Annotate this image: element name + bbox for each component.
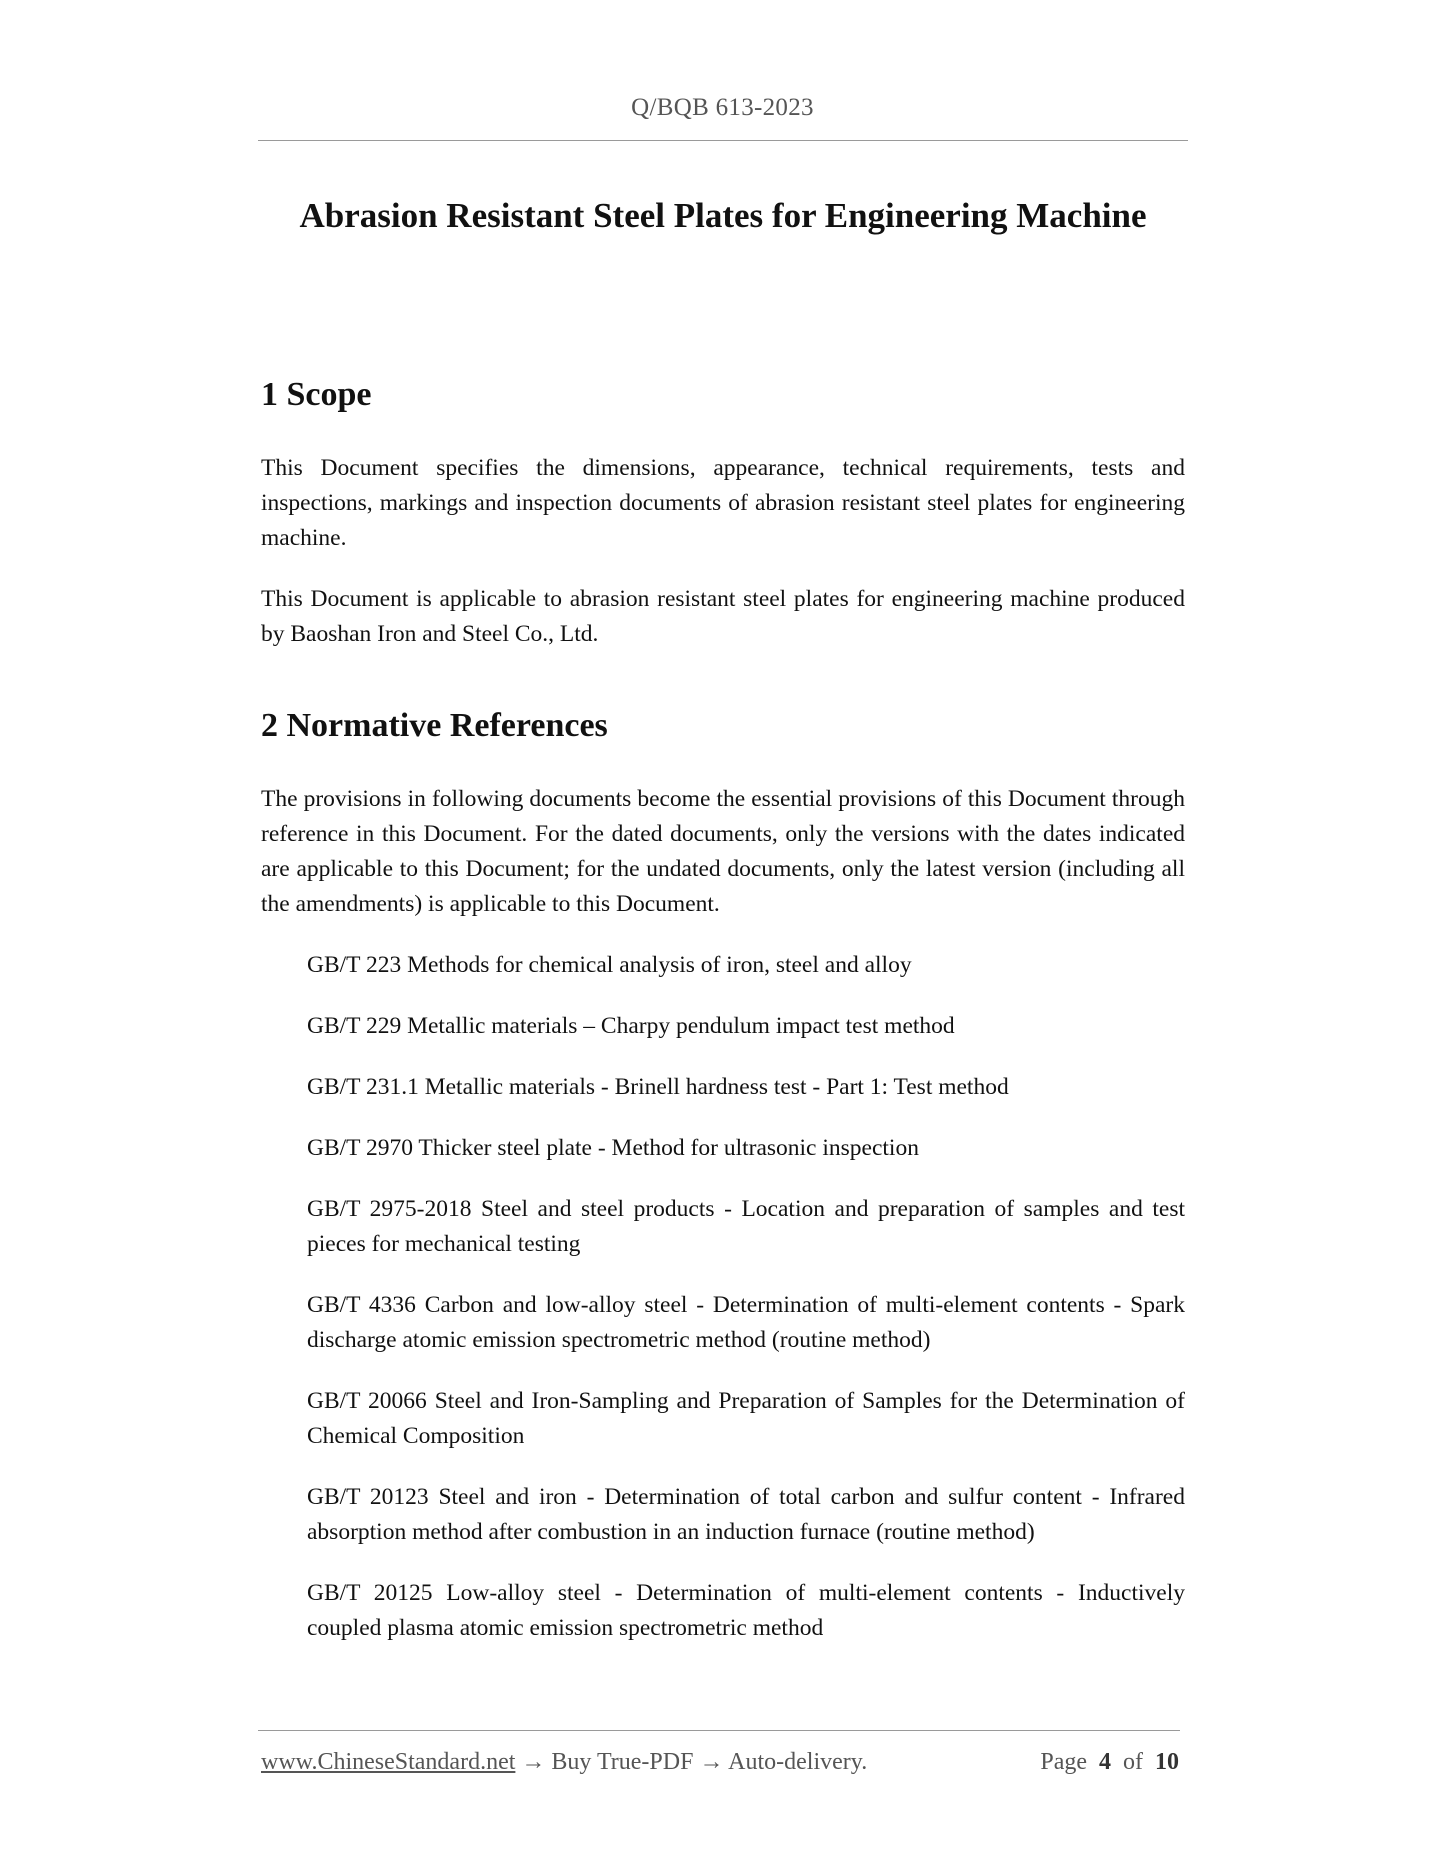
document-title: Abrasion Resistant Steel Plates for Engineering Machine bbox=[299, 196, 1147, 235]
current-page: 4 bbox=[1099, 1749, 1111, 1775]
references-intro-paragraph: The provisions in following documents become the essential provisions of this Document through reference in this Document. For the dated documents, only the versions with the dates indicated are applicable to this Document; for the undated documents, only the latest version (including all the amendments) is applicable to this Document. bbox=[261, 786, 1185, 917]
header-divider bbox=[258, 140, 1188, 141]
reference-item: GB/T 223 Methods for chemical analysis of iron, steel and alloy bbox=[307, 952, 912, 978]
total-pages: 10 bbox=[1155, 1749, 1179, 1775]
reference-item: GB/T 2975-2018 Steel and steel products - Location and preparation of samples and test pieces for mechanical testing bbox=[307, 1196, 1185, 1257]
buy-true-pdf-text: Buy True-PDF bbox=[551, 1749, 694, 1775]
page-label: Page bbox=[1040, 1749, 1087, 1775]
arrow-right-icon: → bbox=[699, 1749, 724, 1775]
reference-item: GB/T 20123 Steel and iron - Determination of total carbon and sulfur content - Infrared absorption method after combustion in an induction furnace (routine method) bbox=[307, 1484, 1185, 1545]
auto-delivery-text: Auto-delivery. bbox=[728, 1749, 868, 1775]
footer-promo bbox=[261, 1749, 867, 1776]
footer-divider bbox=[258, 1730, 1180, 1731]
page-number bbox=[1040, 1749, 1179, 1776]
page-of-label: of bbox=[1123, 1749, 1143, 1775]
reference-list bbox=[261, 948, 1185, 1646]
section-heading-scope: 1 Scope bbox=[261, 376, 372, 413]
document-code-header: Q/BQB 613-2023 bbox=[631, 94, 814, 121]
reference-item: GB/T 2970 Thicker steel plate - Method for ultrasonic inspection bbox=[307, 1135, 919, 1161]
website-link[interactable]: www.ChineseStandard.net bbox=[261, 1749, 516, 1775]
reference-item: GB/T 20066 Steel and Iron-Sampling and Preparation of Samples for the Determination of Chemical Composition bbox=[307, 1388, 1185, 1449]
scope-paragraph: This Document specifies the dimensions, appearance, technical requirements, tests and inspections, markings and inspection documents of abrasion resistant steel plates for engineering machine. bbox=[261, 455, 1185, 551]
reference-item: GB/T 4336 Carbon and low-alloy steel - Determination of multi-element contents - Spark discharge atomic emission spectrometric method (routine method) bbox=[307, 1292, 1185, 1353]
arrow-right-icon: → bbox=[521, 1749, 546, 1775]
reference-item: GB/T 229 Metallic materials – Charpy pendulum impact test method bbox=[307, 1013, 955, 1039]
document-body bbox=[261, 372, 1185, 1672]
reference-item: GB/T 231.1 Metallic materials - Brinell hardness test - Part 1: Test method bbox=[307, 1074, 1009, 1100]
section-heading-normative-references: 2 Normative References bbox=[261, 707, 608, 744]
scope-paragraph: This Document is applicable to abrasion resistant steel plates for engineering machine produced by Baoshan Iron and Steel Co., Ltd. bbox=[261, 586, 1185, 647]
reference-item: GB/T 20125 Low-alloy steel - Determination of multi-element contents - Inductively coupled plasma atomic emission spectrometric method bbox=[307, 1580, 1185, 1641]
